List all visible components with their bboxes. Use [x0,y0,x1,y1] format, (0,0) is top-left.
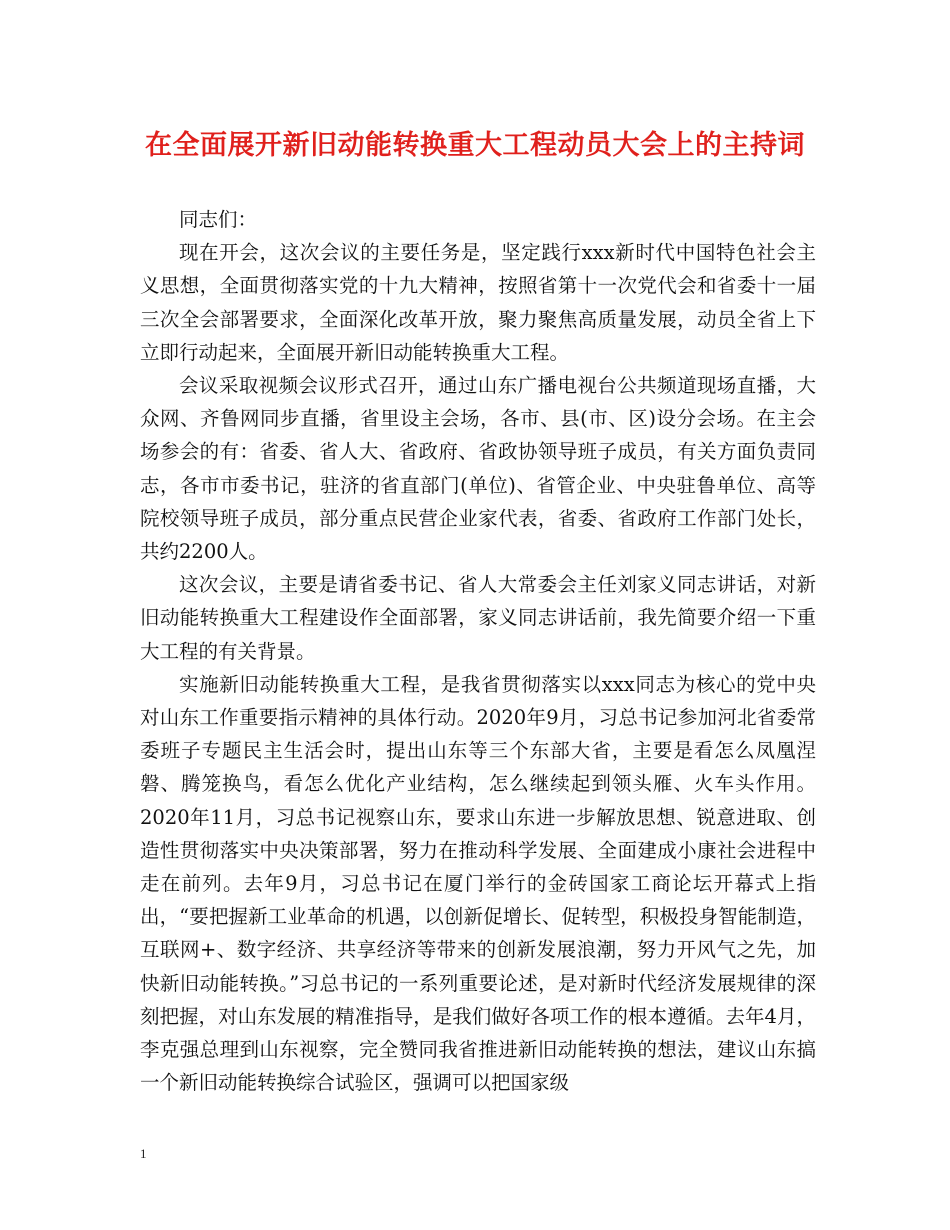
document-body [140,203,816,1099]
paragraph-opening: 现在开会，这次会议的主要任务是，坚定践行xxx新时代中国特色社会主义思想，全面贯彻落实党的十九大精神，按照省第十一次党代会和省委十一届三次全会部署要求，全面深化改革开放，聚力聚焦高质量发展，动员全省上下立即行动起来，全面展开新旧动能转换重大工程。 [140,241,816,364]
page-number: 1 [140,1146,147,1161]
paragraph-background: 实施新旧动能转换重大工程，是我省贯彻落实以xxx同志为核心的党中央对山东工作重要指示精神的具体行动。2020年9月，习总书记参加河北省委常委班子专题民主生活会时，提出山东等三个东部大省，主要是看怎么凤凰涅磐、腾笼换鸟，看怎么优化产业结构，怎么继续起到领头雁、火车头作用。2020年11月，习总书记视察山东，要求山东进一步解放思想、锐意进取、创造性贯彻落实中央决策部署，努力在推动科学发展、全面建成小康社会进程中走在前列。去年9月，习总书记在厦门举行的金砖国家工商论坛开幕式上指出，“要把握新工业革命的机遇，以创新促增长、促转型，积极投身智能制造，互联网+、数字经济、共享经济等带来的创新发展浪潮，努力开风气之先，加快新旧动能转换。”习总书记的一系列重要论述，是对新时代经济发展规律的深刻把握，对山东发展的精准指导，是我们做好各项工作的根本遵循。去年4月，李克强总理到山东视察，完全赞同我省推进新旧动能转换的想法，建议山东搞一个新旧动能转换综合试验区，强调可以把国家级 [140,672,816,1095]
greeting: 同志们： [179,208,258,231]
paragraph-meeting-format: 会议采取视频会议形式召开，通过山东广播电视台公共频道现场直播，大众网、齐鲁网同步直播，省里设主会场，各市、县(市、区)设分会场。在主会场参会的有：省委、省人大、省政府、省政协领导班子成员，有关方面负责同志，各市市委书记，驻济的省直部门(单位)、省管企业、中央驻鲁单位、高等院校领导班子成员，部分重点民营企业家代表，省委、省政府工作部门处长，共约2200人。 [140,374,816,564]
paragraph-meeting-agenda: 这次会议，主要是请省委书记、省人大常委会主任刘家义同志讲话，对新旧动能转换重大工程建设作全面部署，家义同志讲话前，我先简要介绍一下重大工程的有关背景。 [140,573,816,663]
page-title: 在全面展开新旧动能转换重大工程动员大会上的主持词 [145,130,805,161]
